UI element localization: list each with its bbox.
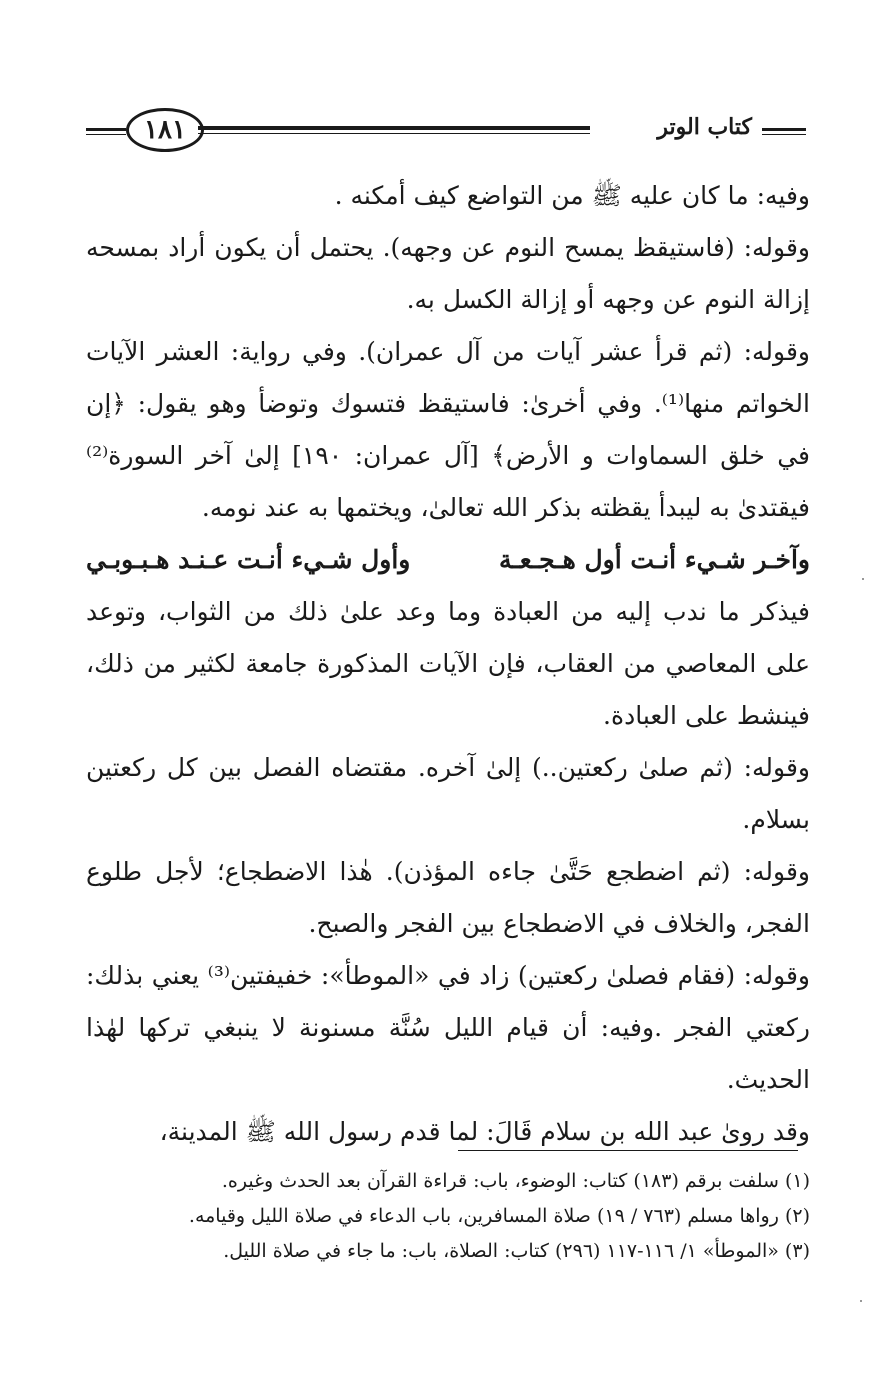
paragraph-4: فيذكر ما ندب إليه من العبادة وما وعد علىٰ ذلك من الثواب، وتوعد على المعاصي من العقاب، فإن الآيات المذكورة جامعة لكثير من ذلك، فينشط على العبادة.	[86, 597, 810, 730]
footnotes	[86, 1164, 810, 1269]
running-title: كتاب الوتر	[657, 114, 752, 140]
header-rule-left	[86, 128, 126, 135]
paragraph-1: وفيه: ما كان عليه ﷺ من التواضع كيف أمكنه .	[334, 181, 810, 210]
footnote-separator	[458, 1150, 798, 1151]
main-text	[86, 170, 810, 1158]
poem-right-hemistich: وآخـر شـيء أنـت أول هـجـعـة	[499, 545, 810, 574]
paragraph-8: وقد روىٰ عبد الله بن سلام قَالَ: لما قدم رسول الله ﷺ المدينة،	[159, 1117, 810, 1146]
header-rule-middle	[198, 126, 590, 134]
paragraph-7: وقوله: (فقام فصلىٰ ركعتين) زاد في «الموطأ»: خفيفتين⁽³⁾ يعني بذلك: ركعتي الفجر .وفيه: أن قيام الليل سُنَّة مسنونة لا ينبغي تركها لهٰذا الحديث.	[86, 961, 811, 1094]
footnote-1: (١) سلفت برقم (١٨٣) كتاب: الوضوء، باب: قراءة القرآن بعد الحدث وغيره.	[221, 1170, 810, 1192]
paragraph-2: وقوله: (فاستيقظ يمسح النوم عن وجهه). يحتمل أن يكون أراد بمسحه إزالة النوم عن وجهه أو إزالة الكسل به.	[86, 233, 810, 314]
poem-verse	[86, 534, 810, 586]
paragraph-5: وقوله: (ثم صلىٰ ركعتين..) إلىٰ آخره. مقتضاه الفصل بين كل ركعتين بسلام.	[86, 753, 810, 834]
poem-left-hemistich: وأول شـيء أنـت عـنـد هـبـوبـي	[86, 545, 411, 574]
scan-speck	[860, 1300, 862, 1302]
footnote-3: (٣) «الموطأ» ١/ ١١٦-١١٧ (٢٩٦) كتاب: الصلاة، باب: ما جاء في صلاة الليل.	[223, 1240, 810, 1262]
header-rule-right	[762, 128, 806, 135]
page-number-oval	[126, 108, 204, 152]
page-number: ١٨١	[144, 115, 186, 145]
paragraph-3: وقوله: (ثم قرأ عشر آيات من آل عمران). وفي رواية: العشر الآيات الخواتم منها⁽¹⁾. وفي أخرىٰ: فاستيقظ فتسوك وتوضأ وهو يقول: ﴿إن في خلق السماوات و الأرض﴾ [آل عمران: ١٩٠] إلىٰ آخر السورة⁽²⁾ فيقتدىٰ به ليبدأ يقظته بذكر الله تعالىٰ، ويختمها به عند نومه.	[86, 337, 810, 522]
footnote-2: (٢) رواها مسلم (٧٦٣ / ١٩) صلاة المسافرين، باب الدعاء في صلاة الليل وقيامه.	[188, 1205, 810, 1227]
scan-speck	[862, 578, 864, 580]
paragraph-6: وقوله: (ثم اضطجع حَتَّىٰ جاءه المؤذن). هٰذا الاضطجاع؛ لأجل طلوع الفجر، والخلاف في الاضطجاع بين الفجر والصبح.	[86, 857, 810, 938]
page-header	[86, 104, 806, 156]
